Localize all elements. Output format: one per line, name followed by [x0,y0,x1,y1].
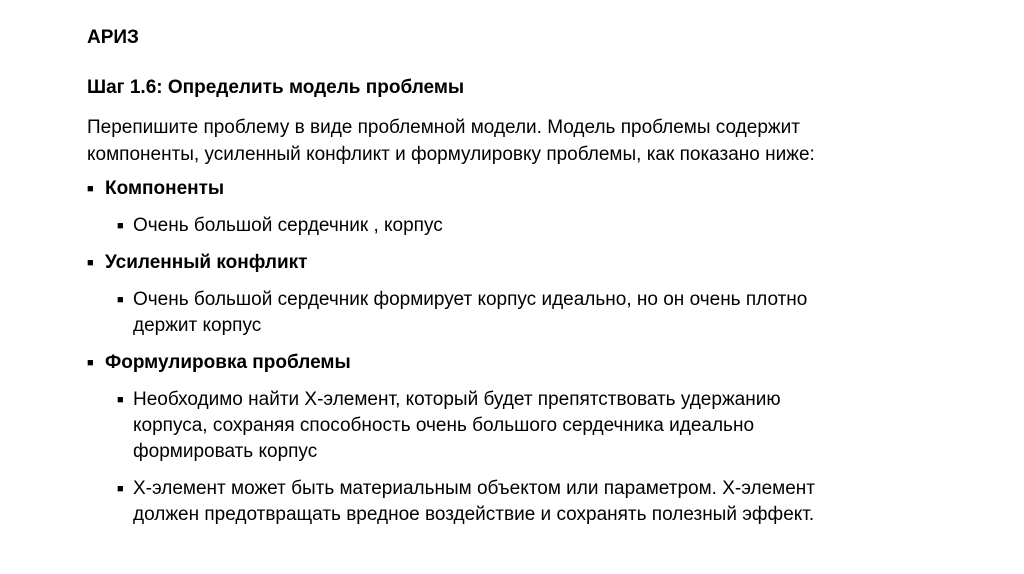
square-bullet-icon: ■ [117,394,124,406]
list-item [117,476,987,528]
list-item-line: Необходимо найти Х-элемент, который будет препятствовать удержанию [133,389,781,410]
section-problem-statement [87,350,987,376]
section-heading: Формулировка проблемы [105,352,351,373]
problem-model-list [87,176,987,539]
square-bullet-icon: ■ [117,483,124,495]
list-item-line: корпуса, сохраняя способность очень большого сердечника идеально [133,415,755,436]
intro-line: компоненты, усиленный конфликт и формулировку проблемы, как показано ниже: [87,144,815,165]
list-item [117,213,987,239]
list-item [117,387,987,465]
list-item-line: должен предотвращать вредное воздействие и сохранять полезный эффект. [133,504,815,525]
list-item-line: Х-элемент может быть материальным объектом или параметром. Х-элемент [133,478,815,499]
intro-line: Перепишите проблему в виде проблемной модели. Модель проблемы содержит [87,117,800,138]
intro-paragraph [87,114,987,168]
section-heading: Усиленный конфликт [105,252,308,273]
slide-title: АРИЗ [87,27,139,48]
section-components [87,176,987,202]
list-item-line: формировать корпус [133,441,318,462]
square-bullet-icon: ■ [87,357,94,369]
square-bullet-icon: ■ [117,294,124,306]
square-bullet-icon: ■ [87,183,94,195]
section-heading: Компоненты [105,178,225,199]
list-item [117,287,987,339]
list-item-line: Очень большой сердечник , корпус [133,215,443,236]
step-heading: Шаг 1.6: Определить модель проблемы [87,77,465,98]
square-bullet-icon: ■ [117,220,124,232]
section-intensified-conflict [87,250,987,276]
square-bullet-icon: ■ [87,257,94,269]
list-item-line: Очень большой сердечник формирует корпус идеально, но он очень плотно [133,289,808,310]
list-item-line: держит корпус [133,315,262,336]
